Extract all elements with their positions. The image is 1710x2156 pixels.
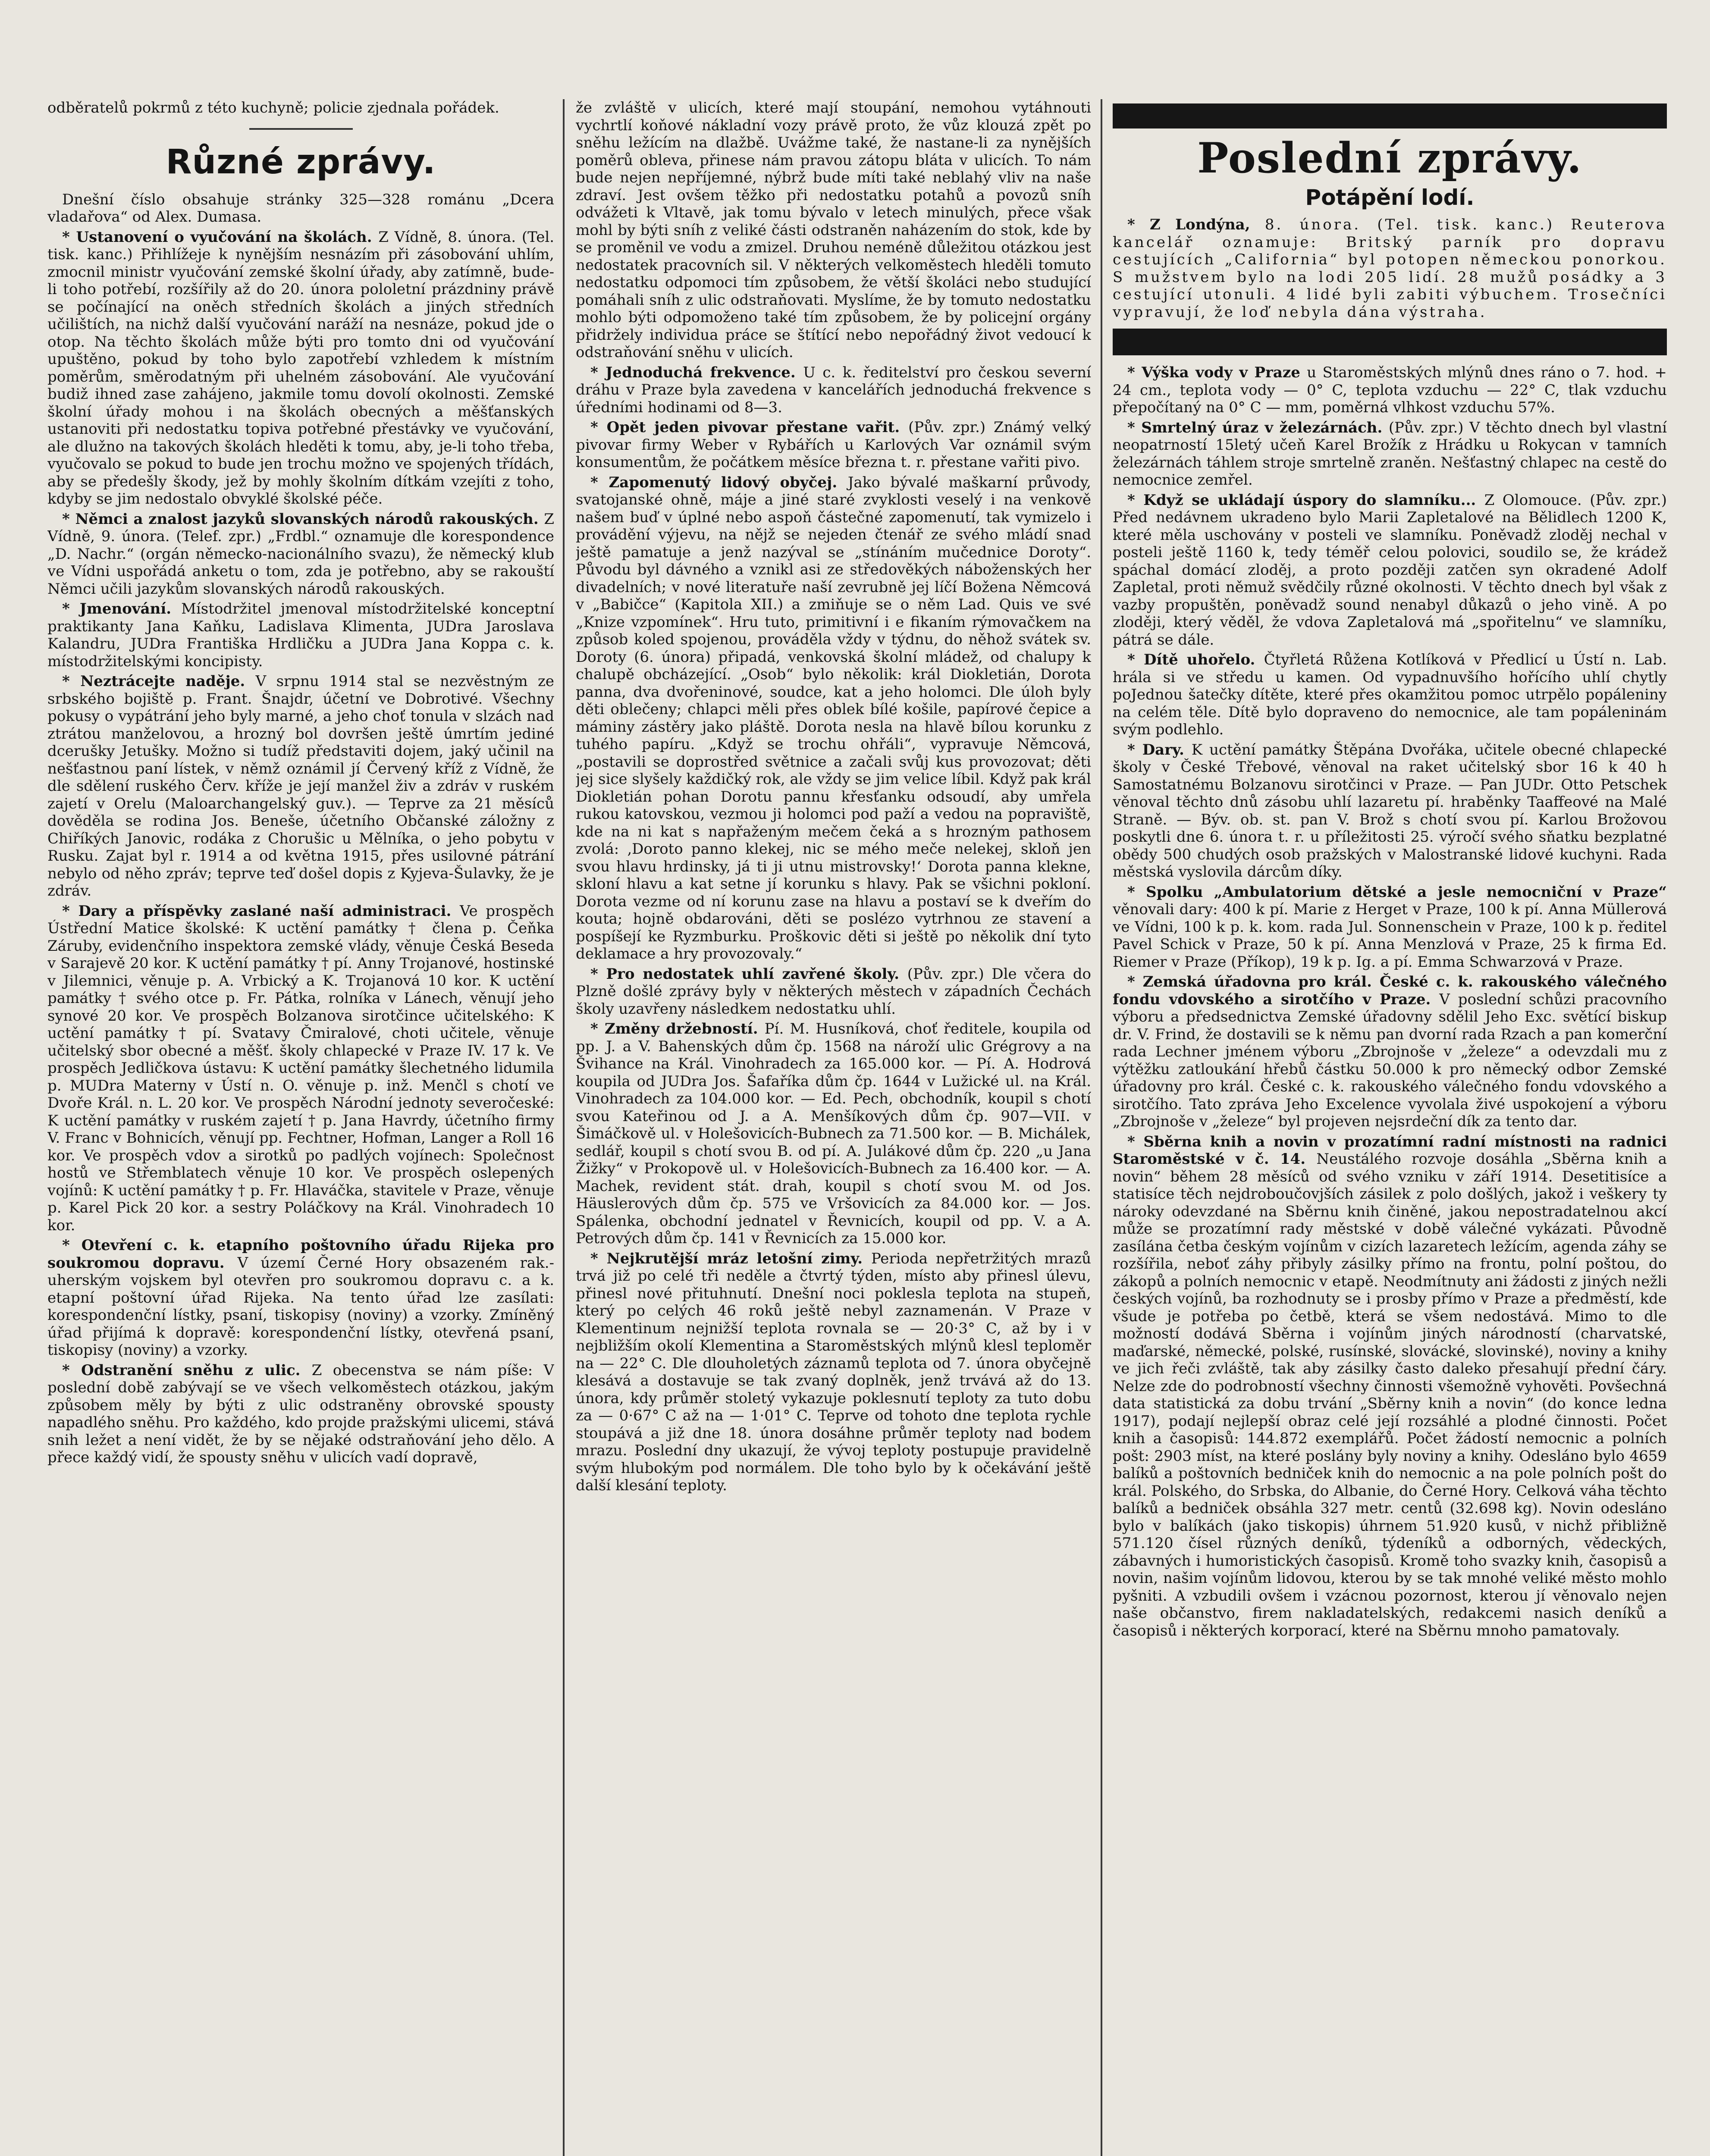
news-item-lead: * Němci a znalost jazyků slovanských národů rakouských. [62, 510, 544, 528]
news-item [47, 511, 554, 598]
intro-text: odběratelů pokrmů z této kuchyně; policie zjednala pořádek. [47, 99, 499, 116]
news-item-lead: * Jmenování. [62, 600, 182, 617]
news-item-text: Čtyřletá Růžena Kotlíková v Předlicí u Ústí n. Lab. hrála si ve středu u kamen. Od vypadnuvšího hořícího uhlí chytly poJednou šatečky dítěte, které přes okamžitou pomoc utrpělo popáleniny na celém těle. Dítě bylo dopraveno do nemocnice, ale tam popáleninám svým podlehlo. [1113, 651, 1667, 738]
news-item-text: (Pův. zpr.) Dle včera do Plzně došlé zprávy byly v některých městech v západních Čechách školy uzavřeny následkem nedostatku uhlí. [576, 965, 1091, 1018]
news-item-text: K uctění památky Štěpána Dvořáka, učitele obecné chlapecké školy v České Třebové, věnoval na raket učitelský sbor 16 k 40 h Samostatnému Bolzanovu sirotčinci v Praze. — Pan JUDr. Otto Petschek věnoval těchto dnů zásobu uhlí lazaretu pí. hraběnky Taaffeové na Malé Straně. — Býv. ob. st. pan V. Brož s chotí svou pí. Karlou Brožovou poskytli dne 6. února t. r. u příležitosti 25. výročí svého sňatku bezplatné obědy 500 chudých osob pražských v Malostranské lidové kuchyni. Rada městská vyslovila dárcům díky. [1113, 741, 1667, 881]
news-item-text: že zvláště v ulicích, které mají stoupání, nemohou vytáhnouti vychrtlí koňové nákladní vozy právě proto, že vůz klouzá zpět po sněhu ležícím na dlažbě. Uvážme také, že nastane-li za nynějších poměrů obleva, přinese nám pravou zátopu bláta v ulicích. To nám bude nejen nepříjemné, nýbrž bude míti také neblahý vliv na naše zdraví. Jest ovšem těžko při nedostatku potahů a povozů sníh odvážeti k Vltavě, jak tomu bývalo v letech minulých, přece však mohl by býti sníh z veliké části odstraněn naházením do stok, kde by se proměnil ve vodu a zmizel. Druhou neméně důležitou otázkou jest nedostatek pracovních sil. V některých velkoměstech hleděli tomuto nedostatku odpomoci tím způsobem, že větší školáci nebo studující pomáhali sníh z ulic odstraňovati. Myslíme, že by tomuto nedostatku mohlo býti odpomoženo také tím způsobem, že by policejní orgány přidržely individua práce se štítící nebo nepořádný život vedoucí k odstraňování sněhu v ulicích. [576, 99, 1091, 361]
news-item-lead: * Spolku „Ambulatorium dětské a jesle nemocniční v Praze“ [1127, 883, 1667, 901]
news-item [1113, 492, 1667, 649]
news-item-lead: * Smrtelný úraz v železárnách. [1127, 419, 1389, 436]
news-item-text: Perioda nepřetržitých mrazů trvá již po celé tři neděle a čtvrtý týden, místo aby přinesl úlevu, přinesl nové přituhnutí. Dnešní noci poklesla teplota na stupeň, který po celých 46 roků ještě nebyl zaznamenán. V Praze v Klementinum nejnižší teplota rovnala se — 20·3° C, až by i v nejbližším okolí Klementina a Staroměstských mlýnů klesl teploměr na — 22° C. Dle dlouholetých záznamů teplota od 7. února obyčejně klesává a dostavuje se tak zvaný doplněk, jenž trvává až do 13. února, kdy průměr stoletý vykazuje poklesnutí teploty za tuto dobu za — 0·67° C až na — 1·01° C. Teprve od tohoto dne teplota rychle stoupává a již dne 18. února dosáhne průměr teploty nad bodem mrazu. Poslední dny ukazují, že vývoj teploty postupuje pravidelně svým hlubokým pod normálem. Dle toho bylo by k očekávání ještě další klesání teploty. [576, 1250, 1091, 1494]
news-item [47, 229, 554, 508]
news-items [576, 99, 1091, 1495]
news-items [47, 229, 554, 1467]
news-item-lead: * Z Londýna, [1127, 216, 1265, 233]
news-item [576, 474, 1091, 963]
news-item-text: Jako bývalé maškarní průvody, svatojanské ohně, máje a jiné staré zvyklosti veselý i na venkově našem buď v úplné nebo aspoň částečné zapomenutí, tak vymizelo i provádění výjevu, na nějž se nejeden čtenář ze svého mládí snad ještě pamatuje a jenž nazýval se „stínáním mučednice Doroty“. Původu byl dávného a vznikl asi ze středověkých náboženských her divadelních; v nové literatuře naší zevrubně jej líčí Božena Němcová v „Babičce“ (Kapitola XII.) a zmiňuje se o něm Lad. Quis ve své „Knize vzpomínek“. Hru tuto, primitivní i e fikaním rýmovačkem na způsob koled spojenou, prováděla vždy v týdnu, do něhož svátek sv. Doroty (6. února) připadá, venkovská školní mládež, od chalupy k chalupě obcházející. „Osob“ bylo několik: král Diokletián, Dorota panna, dva dvořeninové, soudce, kat a jeho holomci. Dle úloh byly děti oblečeny; chlapci měli přes oblek bílé košile, papírové čepice a máminy zástěry jako pláště. Dorota nesla na hlavě bílou korunku z tuhého papíru. „Když se trochu ohřáli“, vypravuje Němcová, „postavili se doprostřed světnice a začali svůj kus provozovat; děti jej sice slyšely každičký rok, ale vždy se jim velice líbil. Když pak král Diokletián pohan Dorotu pannu křesťanku odsoudí, aby umřela rukou katovskou, vezmou ji holomci pod paží a vedou na popraviště, kde na ni kat s napřaženým mečem čeká a s hrozným pathosem zvolá: ‚Doroto panno klekej, nic se mého meče nelekej, skloň jen svou hlavu hrdinsky, já ti ji utnu mistrovsky!‘ Dorota panna klekne, skloní hlavu a kat setne jí korunku s hlavy. Pak se všichni pokloní. Dorota vezme od ní korunu zase na hlavu a postaví se k dveřím do kouta; hojně obdarováni, děti se poslézo vytrhnou ze stavení a pospíšejí ke Ryzmburku. Proškovic děti si ještě po několik dní tyto deklamace a hry provozovaly.“ [576, 473, 1091, 962]
news-item [47, 1237, 554, 1359]
news-item-lead: * Odstranění sněhu z ulic. [62, 1361, 312, 1379]
news-item-text: Místodržitel jmenoval místodržitelské konceptní praktikanty Jana Kaňku, Ladislava Klimenta, JUDra Jaroslava Kalandru, JUDra Františka Hrdličku a JUDra Jana Koppa c. k. místodržitelskými koncipisty. [47, 600, 554, 670]
news-item-text: V území Černé Hory obsazeném rak.-uherským vojskem byl otevřen pro soukromou dopravu c. a k. etapní poštovní úřad Rijeka. Na tento úřad lze zasílati: korespondenční lístky, psaní, tiskopisy (noviny) a vzorky. Zmíněný úřad přijímá k dopravě: korespondenční lístky, otevřená psaní, tiskopisy (noviny) a vzorky. [47, 1254, 554, 1359]
news-item [576, 364, 1091, 417]
news-item [576, 99, 1091, 361]
news-item-text: Ve prospěch Ústřední Matice školské: K uctění památky † člena p. Čeňka Záruby, evidenčního inspektora zemské vlády, věnuje Česká Beseda v Sarajevě 20 kor. K uctění památky † pí. Anny Trojanové, hostinské v Jilemnici, věnuje p. A. Vrbický a K. Trojanová 10 kor. K uctění památky † svého otce p. Fr. Pátka, rolníka v Lánech, věnují jeho synové 20 kor. Ve prospěch Bolzanova sirotčince učitelského: K uctění památky † pí. Svatavy Čmiralové, choti učitele, věnuje učitelský sbor obecné a měšť. školy chlapecké v Praze IV. 17 k. Ve prospěch Jedličkova ústavu: K uctění památky šlechetného lidumila p. MUDra Materny v Ústí n. O. věnuje p. inž. Menčl s chotí ve Dvoře Král. n. L. 20 kor. Ve prospěch Národní jednoty severočeské: K uctění památky v ruském zajetí † p. Jana Havrdy, účetního firmy V. Franc v Bohnicích, věnují pp. Fechtner, Hofman, Langer a Roll 16 kor. Ve prospěch vdov a sirotků po padlých vojínech: Společnost hostů ve Střemblatech věnuje 10 kor. Ve prospěch oslepených vojínů: K uctění památky † p. Fr. Hlaváčka, stavitele v Praze, věnuje p. Karel Pick 20 kor. a sestry Poláčkovy na Král. Vinohradech 10 kor. [47, 902, 554, 1234]
news-item-lead: * Zemská úřadovna pro král. České c. k. rakouského válečného fondu vdovského a sirotčího v Praze. [1113, 973, 1667, 1008]
news-item [576, 419, 1091, 471]
issue-note: Dnešní číslo obsahuje stránky 325—328 románu „Dcera vladařova“ od Alex. Dumasa. [47, 191, 554, 226]
news-item [1113, 419, 1667, 489]
column-2 [576, 99, 1091, 2156]
news-item [1113, 364, 1667, 417]
news-item-lead: * Dary. [1127, 741, 1192, 758]
news-item-lead: * Nejkrutější mráz letošní zimy. [590, 1250, 871, 1267]
section-title: Různé zprávy. [166, 142, 436, 182]
news-item-text: Z obecenstva se nám píše: V poslední době zabývají se ve všech velkoměstech otázkou, jakým způsobem měly by býti z ulic odstraněny obrovské spousty napadlého sněhu. Pro každého, kdo projde pražskými ulicemi, stává snih ležet a není vidět, že by se nějaké odstraňování jeho dělo. A přece každý vidí, že spousty sněhu v ulicích vadí dopravě, [47, 1361, 554, 1466]
subtitle: Potápění lodí. [1305, 185, 1475, 210]
divider [249, 128, 353, 130]
news-item-text: Z Olomouce. (Pův. zpr.) Před nedávnem ukradeno bylo Marii Zapletalové na Bělidlech 1200 K, které měla uschovány v posteli ve slamníku. Poněvadž zloděj nechal v posteli ještě 1160 k, tedy téměř celou polovici, soudilo se, že krádež spáchal domácí zloděj, a proto později zatčen syn okradené Adolf Zapletal, proti němuž svědčily různé okolnosti. V těchto dnech byl však z vazby propuštěn, poněvadž sound nenabyl důkazů o jeho vině. A po zloději, který věděl, že vdova Zapletalová má „spořitelnu“ ve slamníku, pátrá se dále. [1113, 491, 1667, 649]
news-item-text: 8. února. (Tel. tisk. kanc.) Reuterova kancelář oznamuje: Britský parník pro dopravu cestujících „California“ byl potopen německou ponorkou. S mužstvem bylo na lodi 205 lidí. 28 mužů posádky a 3 cestující utonuli. 4 lidé byli zabiti výbuchem. Trosečníci vypravují, že loď nebyla dána výstraha. [1113, 216, 1667, 321]
news-item [576, 1250, 1091, 1495]
news-item-lead: * Otevření c. k. etapního poštovního úřadu Rijeka pro soukromou dopravu. [47, 1237, 554, 1272]
news-item [1113, 973, 1667, 1131]
column-3 [1113, 99, 1667, 2156]
news-item-lead: * Dítě uhořelo. [1127, 651, 1264, 668]
top-news-items [1113, 216, 1667, 321]
news-item-text: Z Vídně, 9. února. (Telef. zpr.) „Frdbl.“ oznamuje dle korespondence „D. Nachr.“ (orgán německo-nacionálního svazu), že německý klub ve Vídni uspořádá anketu o tom, zda je potřebno, aby se rakouští Němci učili jazykům slovanských národů rakouských. [47, 510, 554, 598]
news-item [1113, 1133, 1667, 1640]
news-item-lead: * Jednoduchá frekvence. [590, 364, 803, 381]
news-item-lead: * Pro nedostatek uhlí zavřené školy. [590, 965, 907, 983]
news-item [47, 600, 554, 670]
column-rule [1101, 99, 1102, 2156]
news-item-text: V poslední schůzi pracovního výboru a předsednictva Zemské úřadovny sdělil Jeho Exc. světící biskup dr. V. Frind, že dostavili se k němu pan dvorní rada Rzach a pan komerční rada Lechner jménem výboru „Zbrojnoše v „železe“ a odevzdali mu z výtěžku zatloukání hřebů částku 50.000 k pro německý odbor Zemské úřadovny pro král. České c. k. rakouského válečného fondu vdovského a sirotčího. Tato zpráva Jeho Excelence vyvolala živé uspokojení a výboru „Zbrojnoše v „železe“ byl projeven nejsrdeční dík za tento dar. [1113, 990, 1667, 1130]
news-item-text: Pí. M. Husníková, choť ředitele, koupila od pp. J. a V. Bahenských dům čp. 1568 na nároží ulic Grégrovy a na Švihance na Král. Vinohradech za 165.000 kor. — Pí. A. Hodrová koupila od JUDra Jos. Šafaříka dům čp. 1644 v Lužické ul. na Král. Vinohradech za 104.000 kor. — Ed. Pech, obchodník, koupil s chotí svou Kateřinou od J. a A. Menšíkových dům čp. 907—VII. v Šimáčkově ul. v Holešovicích-Bubnech za 71.500 kor. — B. Michálek, sedlář, koupil s chotí svou B. od pí. A. Julákové dům čp. 220 „u Jana Žižky“ v Prokopově ul. v Holešovicích-Bubnech za 16.400 kor. — A. Machek, revident stát. drah, koupil s chotí svou M. od Jos. Häuslerových dům čp. 575 ve Vršovicích za 84.000 kor. — Jos. Spálenka, obchodní jednatel v Řevnicích, koupil od pp. V. a A. Petrových dům čp. 141 v Řevnicích za 15.000 kor. [576, 1020, 1091, 1247]
news-item-text: (Pův. zpr.) V těchto dnech byl vlastní neopatrností 15letý učeň Karel Brožík z Hrádku u Rokycan v tamních železárnách táhlem stroje smrtelně zraněn. Nešťastný chlapec na cestě do nemocnice zemřel. [1113, 419, 1667, 489]
news-item [1113, 884, 1667, 971]
news-item [1113, 651, 1667, 739]
news-item-text: V srpnu 1914 stal se nezvěstným ze srbského bojiště p. Frant. Šnajdr, účetní ve Dobrotivé. Všechny pokusy o vypátrání jeho byly marné, a jeho choť tonula v slzách nad ztrátou manželovou, a hrozný bol dovršen ještě úmrtím jediné dcerušky Jetušky. Možno si tudíž představiti dojem, jaký učinil na nešťastnou paní lístek, v němž oznámil jí Červený kříž z Vídně, že dle sdělení ruského Červ. kříže je její manžel živ a zdráv v ruském zajetí v Orelu (Maloarchangelský guv.). — Teprve za 21 měsíců dověděla se rodina Jos. Beneše, účetního Občanské záložny z Chiříkých Janovic, rodáka z Chorušic u Mělníka, o jeho pobytu v Rusku. Zajat byl r. 1914 a od května 1915, přes usilovné pátrání nebylo od něho zpráv; teprve teď došel dopis z Kyjeva-Šulavky, že je zdráv. [47, 673, 554, 899]
news-item-lead: * Zapomenutý lidový obyčej. [590, 473, 848, 491]
news-item-text: u Staroměstských mlýnů dnes ráno o 7. hod. + 24 cm., teplota vody — 0° C, teplota vzduchu — 22° C, tlak vzduchu přepočítaný na 0° C — mm, poměrná vlhkost vzduchu 57%. [1113, 364, 1667, 416]
news-item-text: U c. k. ředitelství pro českou severní dráhu v Praze byla zavedena v kancelářích jednoduchá frekvence s úředními hodinami od 8—3. [576, 364, 1091, 416]
column-1 [47, 99, 554, 2156]
news-item-text: věnovali dary: 400 k pí. Marie z Herget v Praze, 100 k pí. Anna Müllerová ve Vídni, 100 k p. k. kom. rada Jul. Sonnenschein v Praze, 100 k p. ředitel Pavel Schick v Praze, 50 k pí. Anna Menzlová v Praze, 25 k firma Ed. Riemer v Praze (Příkop), 19 k p. Ig. a pí. Emma Schwarzová v Praze. [1113, 901, 1667, 971]
news-item-lead: * Opět jeden pivovar přestane vařit. [590, 419, 909, 436]
news-item [47, 903, 554, 1235]
news-item [576, 965, 1091, 1018]
news-item-lead: * Změny držebností. [590, 1020, 765, 1037]
news-item-lead: * Ustanovení o vyučování na školách. [62, 228, 379, 246]
news-item [576, 1020, 1091, 1247]
news-item-lead: * Neztrácejte naděje. [62, 673, 256, 690]
news-item-lead: * Dary a příspěvky zaslané naší administraci. [62, 902, 460, 920]
news-item [1113, 741, 1667, 881]
news-item-text: Neustálého rozvoje dosáhla „Sběrna knih a novin“ během 28 měsíců od svého vzniku v září 1914. Desetitisíce a statisíce těch nejdroboučovjších zásilek z polo došlých, jakož i veškery ty nároky odevzdané na Sběrnu knih činěné, jakou nepostradatelnou akcí může se prozatímní rady městské v době válečné vykázati. Původně zasílána četba českým vojínům v cizích lazaretech ležícím, agenda záhy se rozšířila, neboť záhy přibyly zásilky přímo na frontu, polní poštou, do zákopů a polních nemocnic v etapě. Neodmítnuty ani žádosti z jiných nežli českých vojínů, ba rozhodnuty se i prosby přímo v Praze a předměstí, kde všude je potřeba po četbě, která se všem nedostává. Mimo to dle možností dodává Sběrna i vojínům jiných národností (charvatské, maďarské, německé, polské, rusínské, slovácké, slovinské), noviny a knihy ve jich řeči zvláště, tak aby zásilky často daleko přesahují přední čáry. Nelze zde do podrobností všechny činnosti všemožně vyhověti. Povšechná data statistická za dobu trvání „Sběrny knih a novin“ (do konce ledna 1917), podají nejlepší obraz celé její rozsáhlé a plodné činnosti. Počet knih a časopisů: 144.872 exemplářů. Počet žádostí nemocnic a polních pošt: 2903 míst, na které poslány byly noviny a knihy. Odesláno bylo 4659 balíků a poštovních bedniček knih do nemocnic a na pole polních pošt do král. Polského, do Srbska, do Albanie, do Černé Hory. Celková váha těchto balíků a bedniček obsáhla 327 metr. centů (32.698 kg). Novin odesláno bylo v balíkách (jako tiskopis) úhrnem 51.920 kusů, v nichž přibližně 571.120 čísel různých deníků, týdeníků a odborných, vědeckých, zábavných i humoristických časopisů. Kromě toho svazky knih, časopisů a novin, našim vojínům lidovou, kterou by se tak mnohé veliké město mohlo pyšniti. A vzbudili ovšem i vzácnou pozornost, kterou jí věnovalo nejen naše občanstvo, firem nakladatelských, redakcemi nasich deníků a časopisů i některých korporací, které na Sběrnu mnoho pamatovaly. [1113, 1150, 1667, 1639]
news-item-lead: * Výška vody v Praze [1127, 364, 1307, 381]
page-title: Poslední zprávy. [1197, 134, 1582, 182]
news-item [1113, 216, 1667, 321]
news-item-text: Z Vídně, 8. února. (Tel. tisk. kanc.) Přihlížeje k nynějším nesnázím při zásobování uhlím, zmocnil ministr vyučování zemské školní úřady, aby zatímně, bude-li toho potřebí, rozšířily až do 20. února pololetní prázdniny právě se počínající na oněch středních školách a jiných středních učilištích, na nichž další vyučování naráží na nesnáze, pokud jde o otop. Na těchto školách může býti pro tomto dni od vyučování upuštěno, pokud by toho bylo zapotřebí vzhledem k místním poměrům, směrodatným při uhelném zásobování. Ale vyučování budiž ihned zase zahájeno, jakmile tomu dovolí okolnosti. Zemské školní úřady mohou i na školách obecných a měšťanských ustanoviti při nedostatku topiva potřebné přestávky ve vyučování, ale dlužno na takových školách hleděti k tomu, aby, je-li toho třeba, vyučovalo se pokud to bude jen trochu možno ve spojených třídách, aby se předešly škody, jež by mohly školním dítkám vzejíti z toho, kdyby se jim nedostalo obvyklé školské péče. [47, 228, 554, 508]
news-items [1113, 364, 1667, 1639]
black-bar [1113, 103, 1667, 128]
news-item-lead: * Když se ukládají úspory do slamníku... [1127, 491, 1484, 509]
news-item-lead: * Sběrna knih a novin v prozatímní radní místnosti na radnici Staroměstské v č. 14. [1113, 1133, 1667, 1168]
news-item-text: (Pův. zpr.) Známý velký pivovar firmy Weber v Rybářích u Karlových Var oznámil svým konsumentům, že počátkem měsíce března t. r. přestane vařiti pivo. [576, 419, 1091, 471]
black-bar [1113, 329, 1667, 355]
news-item [47, 1362, 554, 1467]
column-rule [563, 99, 565, 2156]
news-item [47, 673, 554, 900]
